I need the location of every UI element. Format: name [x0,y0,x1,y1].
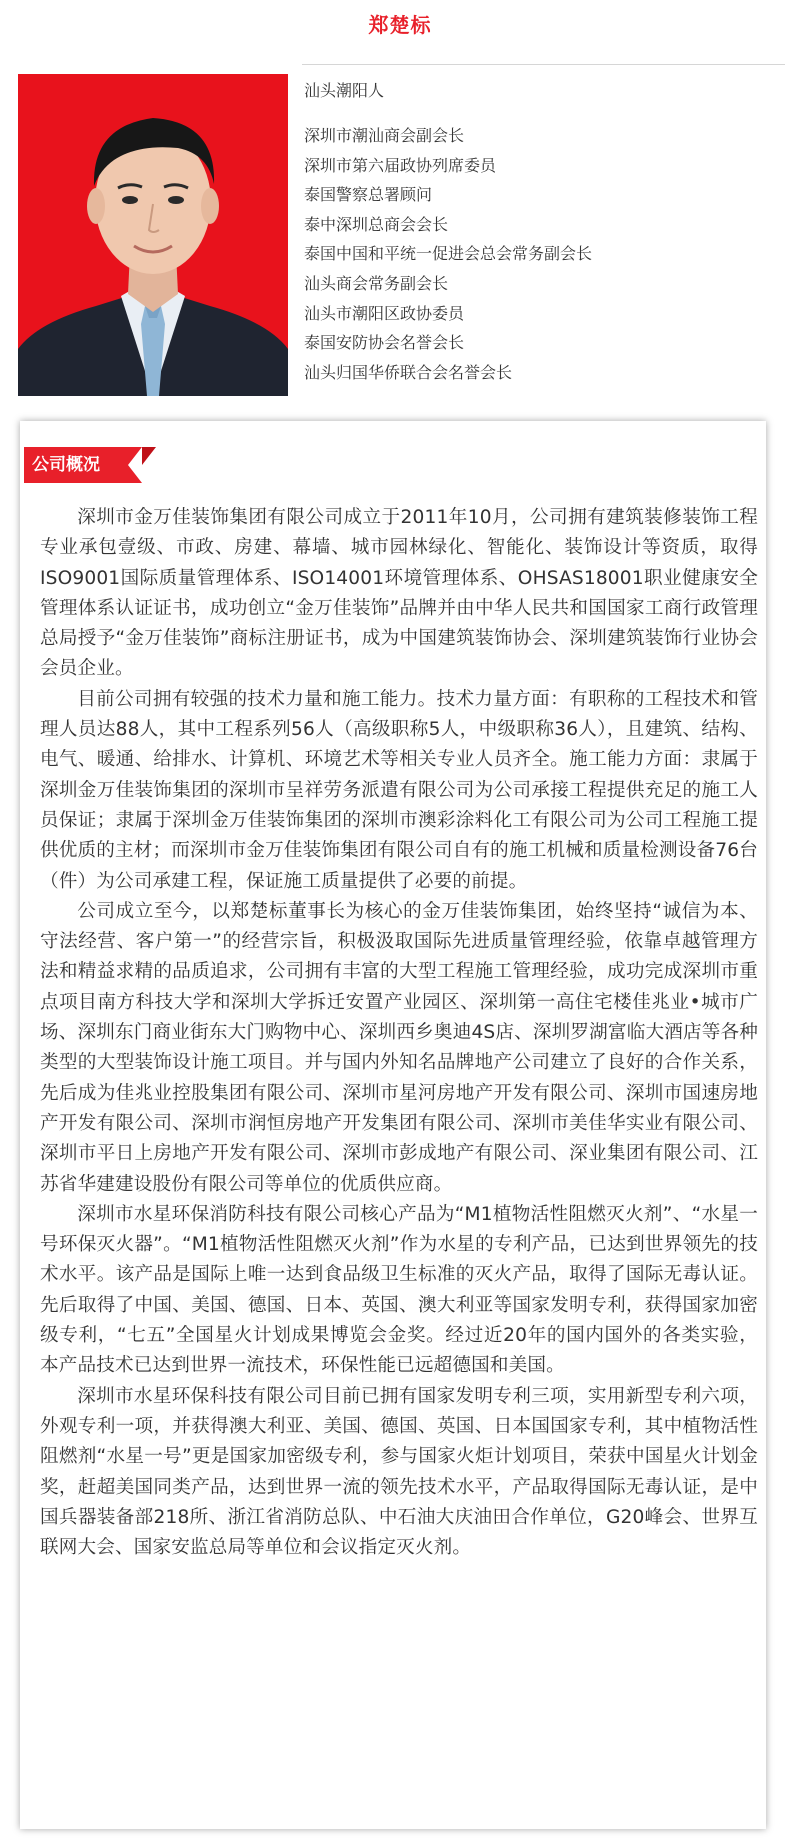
portrait-photo [18,74,288,396]
section-tag [24,447,164,483]
role-item: 泰中深圳总商会会长 [304,214,449,234]
role-item: 汕头商会常务副会长 [304,273,449,293]
header-divider [302,64,785,65]
paragraph: 深圳市水星环保消防科技有限公司核心产品为“M1植物活性阻燃灭火剂”、“水星一号环保灭火器”。“M1植物活性阻燃灭火剂”作为水星的专利产品，已达到世界领先的技术水平。该产品是国际上唯一达到食品级卫生标准的灭火产品，取得了国际无毒认证。先后取得了中国、美国、德国、日本、英国、澳大利亚等国家发明专利，获得国家加密级专利，“七五”全国星火计划成果博览会金奖。经过近20年的国内国外的各类实验，本产品技术已达到世界一流技术，环保性能已远超德国和美国。 [40,1203,758,1377]
person-roles-list [304,121,592,387]
role-item: 汕头归国华侨联合会名誉会长 [304,362,513,382]
role-item: 泰国安防协会名誉会长 [304,333,465,353]
role-item: 汕头市潮阳区政协委员 [304,303,465,323]
portrait-illustration [18,74,288,396]
paragraph: 深圳市水星环保科技有限公司目前已拥有国家发明专利三项，实用新型专利六项，外观专利一项，并获得澳大利亚、美国、德国、英国、日本国国家专利，其中植物活性阻燃剂“水星一号”更是国家加密级专利，参与国家火炬计划项目，荣获中国星火计划金奖，赶超美国同类产品，达到世界一流的领先技术水平，产品取得国际无毒认证，是中国兵器装备部218所、浙江省消防总队、中石油大庆油田合作单位，G20峰会、世界互联网大会、国家安监总局等单位和会议指定灭火剂。 [40,1385,758,1559]
paragraph: 目前公司拥有较强的技术力量和施工能力。技术力量方面：有职称的工程技术和管理人员达88人，其中工程系列56人（高级职称5人，中级职称36人），且建筑、结构、电气、暖通、给排水、计算机、环境艺术等相关专业人员齐全。施工能力方面：隶属于深圳金万佳装饰集团的深圳市呈祥劳务派遣有限公司为公司承接工程提供充足的施工人员保证；隶属于深圳金万佳装饰集团的深圳市澳彩涂料化工有限公司为公司工程施工提供优质的主材；而深圳市金万佳装饰集团有限公司自有的施工机械和质量检测设备76台（件）为公司承建工程，保证施工质量提供了必要的前提。 [40,688,758,892]
company-description [40,503,758,1563]
role-item: 深圳市第六届政协列席委员 [304,155,497,175]
role-item: 泰国警察总署顾问 [304,185,433,205]
person-origin: 汕头潮阳人 [304,81,385,100]
company-overview-card [20,421,766,1829]
paragraph: 公司成立至今，以郑楚标董事长为核心的金万佳装饰集团，始终坚持“诚信为本、守法经营、客户第一”的经营宗旨，积极汲取国际先进质量管理经验，依靠卓越管理方法和精益求精的品质追求，公司拥有丰富的大型工程施工管理经验，成功完成深圳市重点项目南方科技大学和深圳大学拆迁安置产业园区、深圳第一高住宅楼佳兆业•城市广场、深圳东门商业街东大门购物中心、深圳西乡奥迪4S店、深圳罗湖富临大酒店等各种类型的大型装饰设计施工项目。并与国内外知名品牌地产公司建立了良好的合作关系，先后成为佳兆业控股集团有限公司、深圳市星河房地产开发有限公司、深圳市国速房地产开发有限公司、深圳市润恒房地产开发集团有限公司、深圳市美佳华实业有限公司、深圳市平日上房地产开发有限公司、深圳市彭成地产有限公司、深业集团有限公司、江苏省华建建设股份有限公司等单位的优质供应商。 [40,900,758,1195]
role-item: 泰国中国和平统一促进会总会常务副会长 [304,244,593,264]
person-name: 郑楚标 [368,13,432,37]
paragraph: 深圳市金万佳装饰集团有限公司成立于2011年10月，公司拥有建筑装修装饰工程专业承包壹级、市政、房建、幕墙、城市园林绿化、智能化、装饰设计等资质，取得ISO9001国际质量管理体系、ISO14001环境管理体系、OHSAS18001职业健康安全管理体系认证证书，成功创立“金万佳装饰”品牌并由中华人民共和国国家工商行政管理总局授予“金万佳装饰”商标注册证书，成为中国建筑装饰协会、深圳建筑装饰行业协会会员企业。 [40,507,758,680]
role-item: 深圳市潮汕商会副会长 [304,126,465,145]
section-title: 公司概况 [32,455,100,475]
